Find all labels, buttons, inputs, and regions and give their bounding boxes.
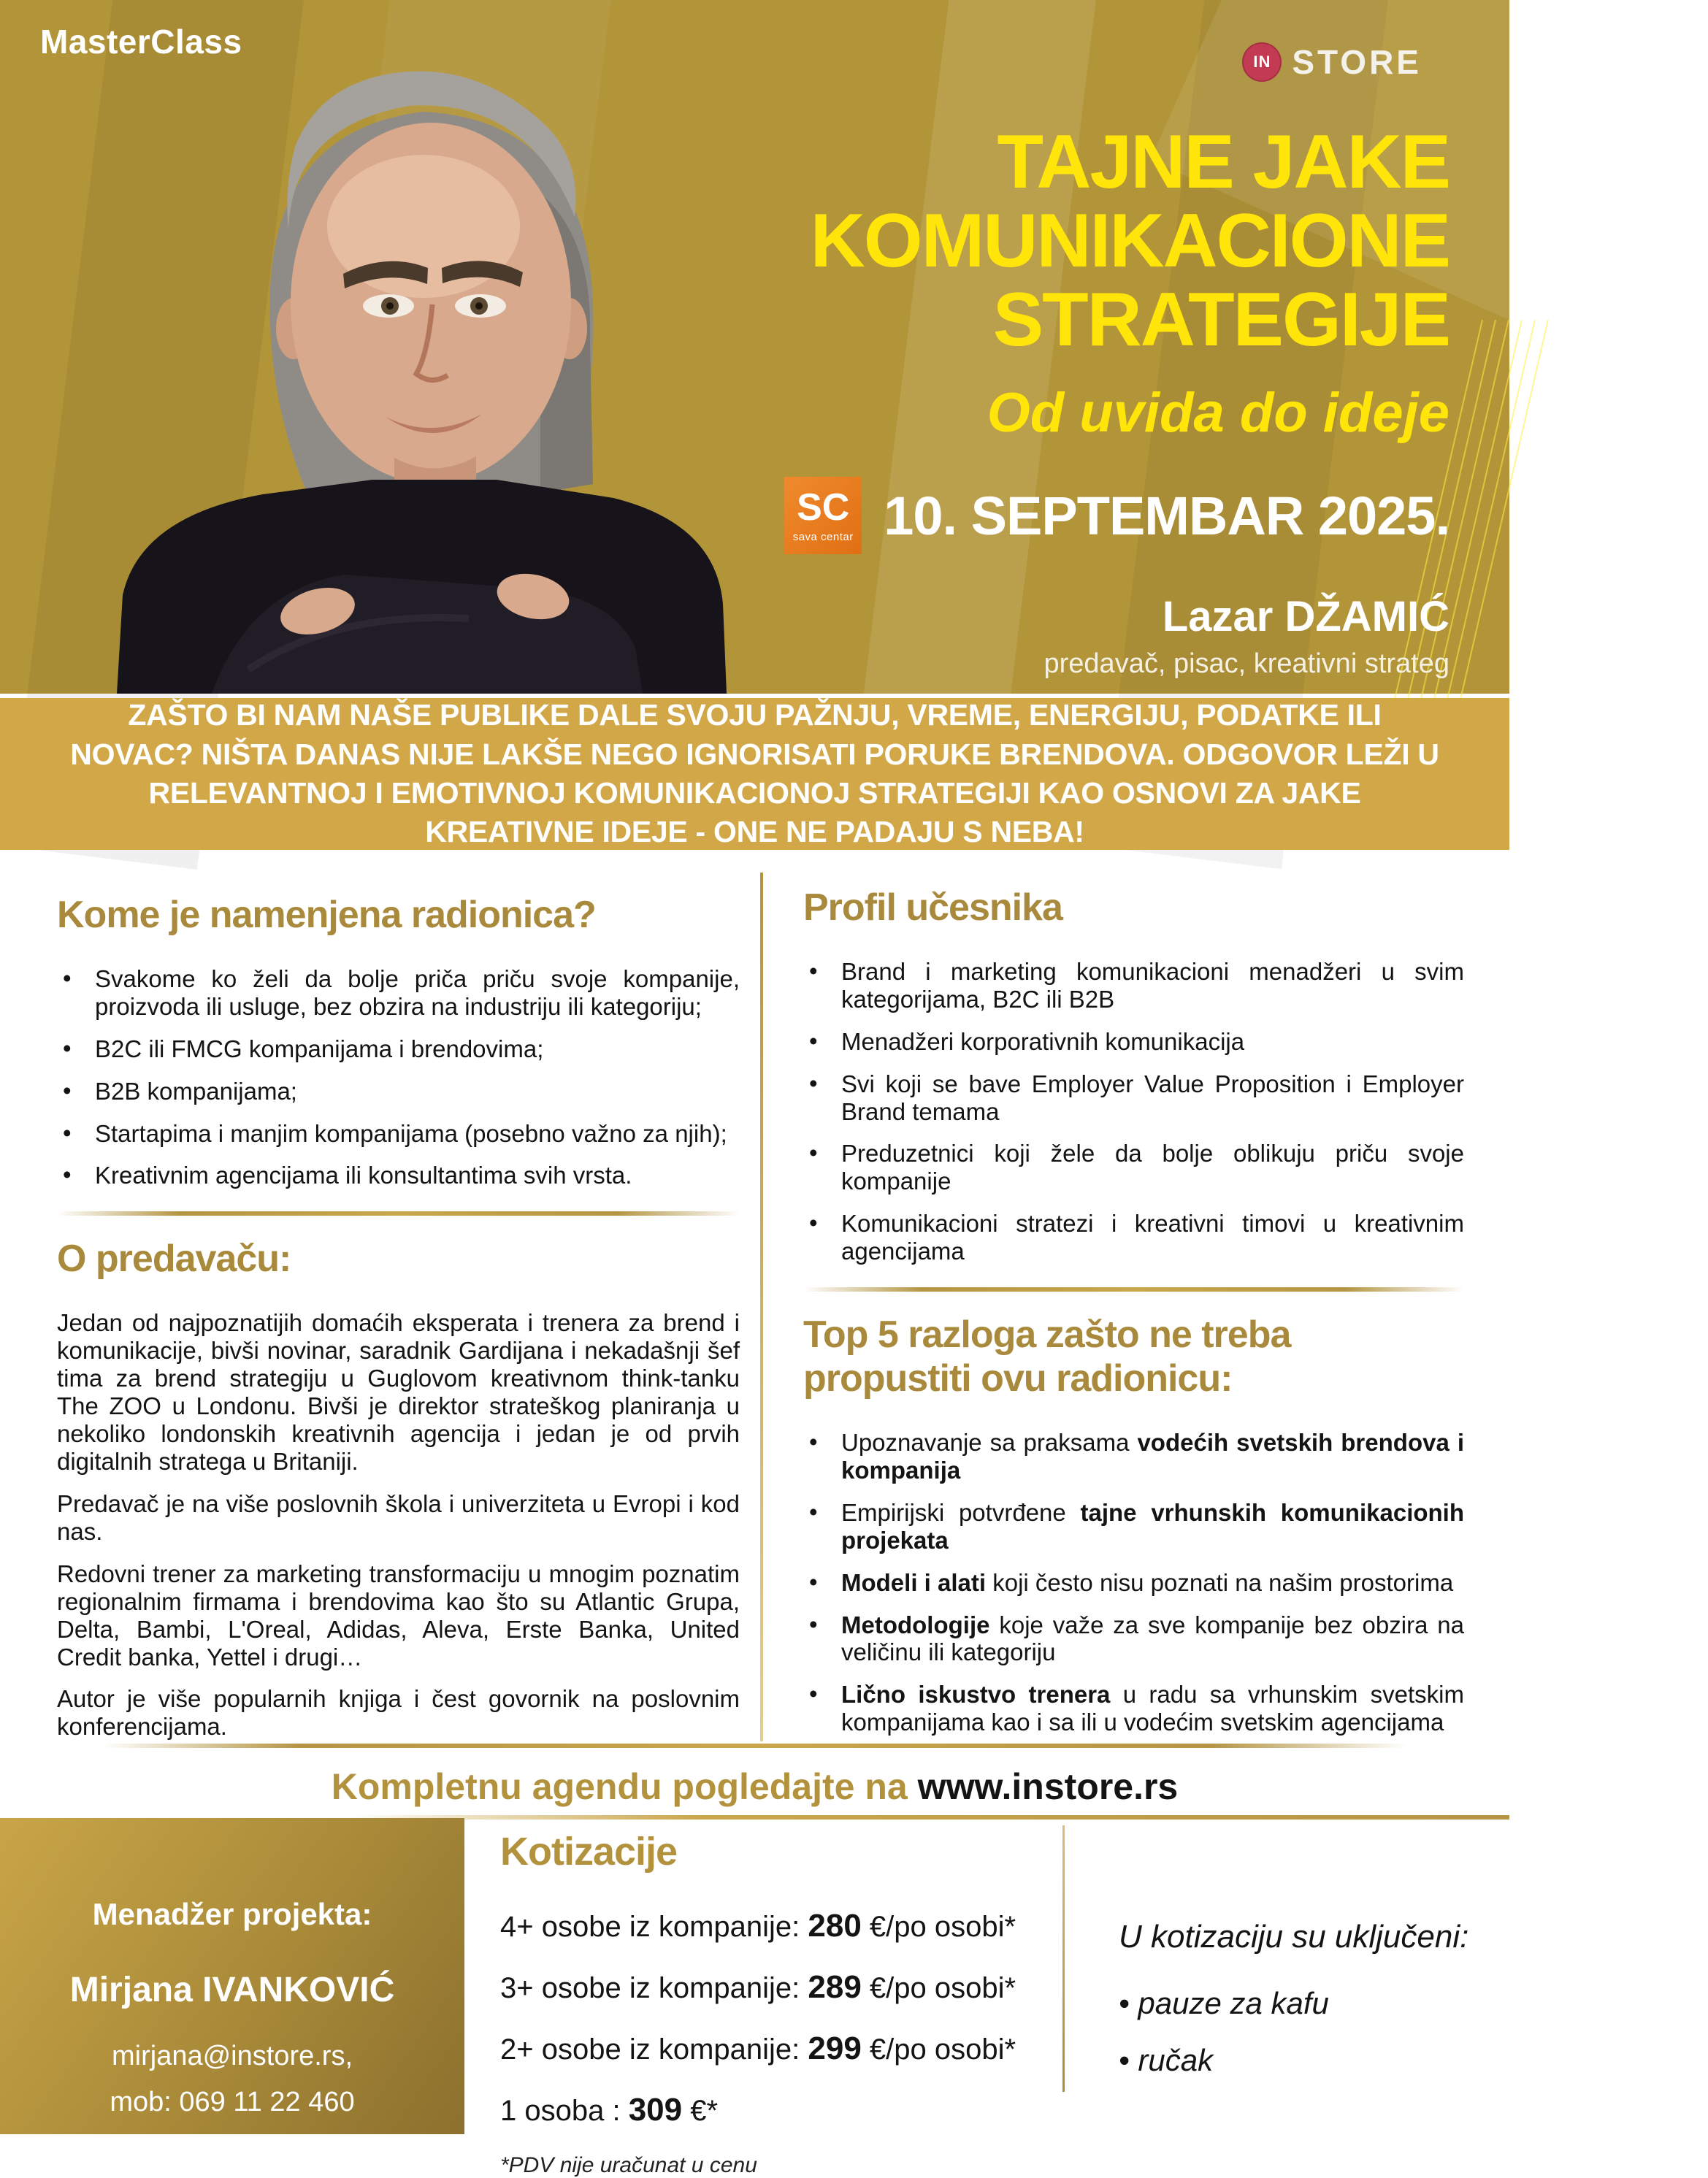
section-divider <box>803 1287 1464 1292</box>
date-row <box>784 477 1449 554</box>
section-heading-profil: Profil učesnika <box>803 886 1062 929</box>
profil-list <box>803 958 1464 1265</box>
event-title-line: KOMUNIKACIONE <box>810 199 1449 284</box>
price-line: 2+ osobe iz kompanije: 299 €/po osobi* <box>500 2031 1016 2066</box>
list-item: • Svi koji se bave Employer Value Proposition i Employer Brand temama <box>803 1070 1464 1126</box>
intro-banner-text: ZAŠTO BI NAM NAŠE PUBLIKE DALE SVOJU PAŽNJU, VREME, ENERGIJU, PODATKE ILI NOVAC? NIŠTA DANAS NIJE LAKŠE NEGO IGNORISATI PORUKE BRENDOVA. ODGOVOR LEŽI U RELEVANTNOJ I EMOTIVNOJ KOMUNIKACIONOJ STRATEGIJI KAO OSNOVI ZA JAKE KREATIVNE IDEJE - ONE NE PADAJU S NEBA! <box>70 698 1439 849</box>
agenda-website-link[interactable]: www.instore.rs <box>917 1766 1179 1807</box>
about-paragraph: Jedan od najpoznatijih domaćih eksperata i trenera za brend i komunikacije, bivši novinar, saradnik Gardijana i nekadašnji šef tima za brend strategiju u Guglovom kreativnom think-tanku The ZOO u Londonu. Bivši je direktor strateškog planiranja u nekoliko londonskih kreativnih agencija i jedan je od prvih digitalnih stratega u Britaniji. <box>57 1309 740 1475</box>
speaker-name: Lazar DŽAMIĆ <box>1162 593 1449 641</box>
section-divider <box>57 1211 740 1216</box>
list-item: • Startapima i manjim kompanijama (posebno važno za njih); <box>57 1120 740 1148</box>
list-item: • Empirijski potvrđene tajne vrhunskih komunikacionih projekata <box>803 1499 1464 1554</box>
agenda-prefix: Kompletnu agendu pogledajte na <box>331 1766 908 1807</box>
section-heading-predavac: O predavaču: <box>57 1238 291 1281</box>
list-item: • Komunikacioni stratezi i kreativni timovi u kreativnim agencijama <box>803 1210 1464 1265</box>
included-heading: U kotizaciju su uključeni: <box>1119 1919 1469 1955</box>
event-title-line: STRATEGIJE <box>992 277 1449 363</box>
speaker-photo <box>22 11 811 694</box>
price-line: 3+ osobe iz kompanije: 289 €/po osobi* <box>500 1969 1016 2005</box>
sava-centar-abbr: SC <box>797 486 850 529</box>
list-item: • B2B kompanijama; <box>57 1078 740 1105</box>
masterclass-label: MasterClass <box>40 23 242 61</box>
section-heading-top5: Top 5 razloga zašto ne treba propustiti ovu radionicu: <box>803 1314 1291 1400</box>
right-column <box>803 886 1464 1751</box>
included-item: • ručak <box>1119 2043 1214 2077</box>
manager-label: Menadžer projekta: <box>92 1897 372 1931</box>
left-column <box>57 894 740 1755</box>
footer-divider <box>1062 1825 1065 2092</box>
hero-section <box>0 0 1509 694</box>
project-manager-box <box>0 1818 464 2134</box>
sava-centar-name: sava centar <box>792 530 854 543</box>
list-item: • Preduzetnici koji žele da bolje oblikuju priču svoje kompanije <box>803 1140 1464 1195</box>
event-subtitle: Od uvida do ideje <box>987 382 1449 445</box>
pricing-section <box>500 1829 1041 2178</box>
list-item: • Menadžeri korporativnih komunikacija <box>803 1028 1464 1056</box>
manager-phone: mob: 069 11 22 460 <box>110 2087 355 2117</box>
manager-name: Mirjana IVANKOVIĆ <box>69 1971 395 2009</box>
event-date: 10. SEPTEMBAR 2025. <box>884 485 1449 546</box>
title-block <box>784 120 1449 680</box>
list-item: • Kreativnim agencijama ili konsultantima svih vrsta. <box>57 1162 740 1189</box>
instore-logo <box>1242 42 1422 82</box>
about-paragraph: Predavač je na više poslovnih škola i univerziteta u Evropi i kod nas. <box>57 1489 740 1545</box>
instore-circle-icon: IN <box>1242 42 1282 82</box>
intro-banner <box>0 698 1509 850</box>
included-section <box>1119 1919 1468 2100</box>
list-item: • Upoznavanje sa praksama vodećih svetskih brendova i kompanija <box>803 1429 1464 1484</box>
sava-centar-logo <box>784 477 862 554</box>
full-width-divider <box>102 1744 1407 1748</box>
instore-wordmark: STORE <box>1292 43 1422 81</box>
list-item: • Metodologije koje važe za sve kompanije bez obzira na veličinu ili kategoriju <box>803 1611 1464 1667</box>
price-line: 4+ osobe iz kompanije: 280 €/po osobi* <box>500 1908 1016 1944</box>
vat-note: *PDV nije uračunat u cenu <box>500 2153 757 2177</box>
list-item: • Lično iskustvo trenera u radu sa vrhunskim svetskim kompanijama kao i sa ili u vodećim svetskim agencijama <box>803 1681 1464 1736</box>
manager-email[interactable]: mirjana@instore.rs, <box>112 2041 353 2071</box>
included-item: • pauze za kafu <box>1119 1986 1329 2020</box>
list-item: • B2C ili FMCG kompanijama i brendovima; <box>57 1035 740 1063</box>
kome-list <box>57 965 740 1190</box>
about-paragraph: Redovni trener za marketing transformaciju u mnogim poznatim regionalnim firmama i brendovima kao što su Atlantic Grupa, Delta, Bambi, L'Oreal, Adidas, Aleva, Erste Banka, United Credit banka, Yettel i drugi… <box>57 1560 740 1671</box>
pricing-heading: Kotizacije <box>500 1830 678 1874</box>
list-item: • Svakome ko želi da bolje priča priču svoje kompanije, proizvoda ili usluge, bez obzira na industriju ili kategoriju; <box>57 965 740 1021</box>
right-side-divider <box>351 1815 1509 1820</box>
price-line: 1 osoba : 309 €* <box>500 2092 719 2128</box>
section-heading-kome: Kome je namenjena radionica? <box>57 894 596 936</box>
list-item: • Brand i marketing komunikacioni menadžeri u svim kategorijama, B2C ili B2B <box>803 958 1464 1013</box>
event-title-line: TAJNE JAKE <box>997 120 1449 204</box>
top5-list <box>803 1429 1464 1736</box>
speaker-role: predavač, pisac, kreativni strateg <box>1043 648 1449 680</box>
about-paragraph: Autor je više popularnih knjiga i čest govornik na poslovnim konferencijama. <box>57 1685 740 1741</box>
list-item: • Modeli i alati koji često nisu poznati na našim prostorima <box>803 1569 1464 1597</box>
agenda-line <box>0 1765 1509 1808</box>
column-divider <box>760 873 763 1741</box>
